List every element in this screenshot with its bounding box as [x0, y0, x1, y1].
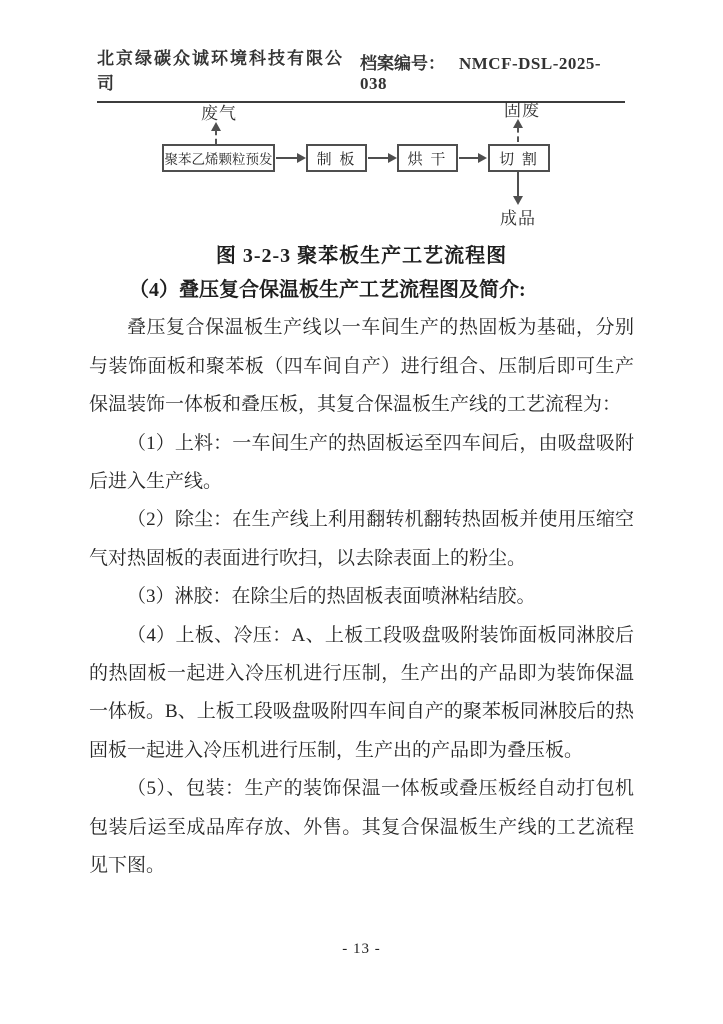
dashed-line [215, 130, 217, 144]
flow-box-pre-expansion: 聚苯乙烯颗粒预发 [162, 144, 275, 172]
flow-box-drying: 烘 干 [397, 144, 458, 172]
archive-label: 档案编号： [359, 54, 445, 73]
company-name: 北京绿碳众诚环境科技有限公司 [97, 49, 344, 93]
paragraph: （5）、包装：生产的装饰保温一体板或叠压板经自动打包机包装后运至成品库存放、外售。其复合保温板生产线的工艺流程见下图。 [89, 778, 634, 877]
section-heading: （4）叠压复合保温板生产工艺流程图及简介: [129, 279, 526, 301]
paragraph: （4）上板、冷压：A、上板工段吸盘吸附装饰面板同淋胶后的热固板一起进入冷压机进行压制，生产出的产品即为装饰保温一体板。B、上板工段吸盘吸附四车间自产的聚苯板同淋胶后的热固板一起进入冷压机进行压制，生产出的产品即为叠压板。 [89, 624, 634, 761]
archive-number: NMCF-DSL-2025-038 [359, 54, 602, 93]
figure-caption: 图 3-2-3 聚苯板生产工艺流程图 [215, 245, 508, 267]
dashed-line [517, 127, 519, 142]
body-content [89, 271, 634, 886]
paragraph: （2）除尘：在生产线上利用翻转机翻转热固板并使用压缩空气对热固板的表面进行吹扫，以去除表面上的粉尘。 [89, 509, 634, 569]
page-number: - 13 - [342, 941, 381, 957]
product-label: 成品 [500, 209, 536, 228]
arrow-right-icon [459, 157, 479, 159]
flow-box-cutting: 切 割 [488, 144, 550, 172]
waste-gas-label: 废气 [201, 104, 237, 123]
arrow-right-icon [276, 157, 298, 159]
paragraph: （3）淋胶：在除尘后的热固板表面喷淋粘结胶。 [127, 586, 536, 608]
flow-box-board-making: 制 板 [306, 144, 367, 172]
paragraph: （1）上料：一车间生产的热固板运至四车间后，由吸盘吸附后进入生产线。 [89, 432, 634, 493]
solid-line [517, 172, 519, 197]
process-flow-diagram [0, 0, 723, 240]
solid-waste-label: 固废 [504, 101, 540, 120]
arrow-right-icon [368, 157, 389, 159]
paragraph: 叠压复合保温板生产线以一车间生产的热固板为基础，分别与装饰面板和聚苯板（四车间自产）进行组合、压制后即可生产保温装饰一体板和叠压板，其复合保温板生产线的工艺流程为： [89, 317, 634, 416]
